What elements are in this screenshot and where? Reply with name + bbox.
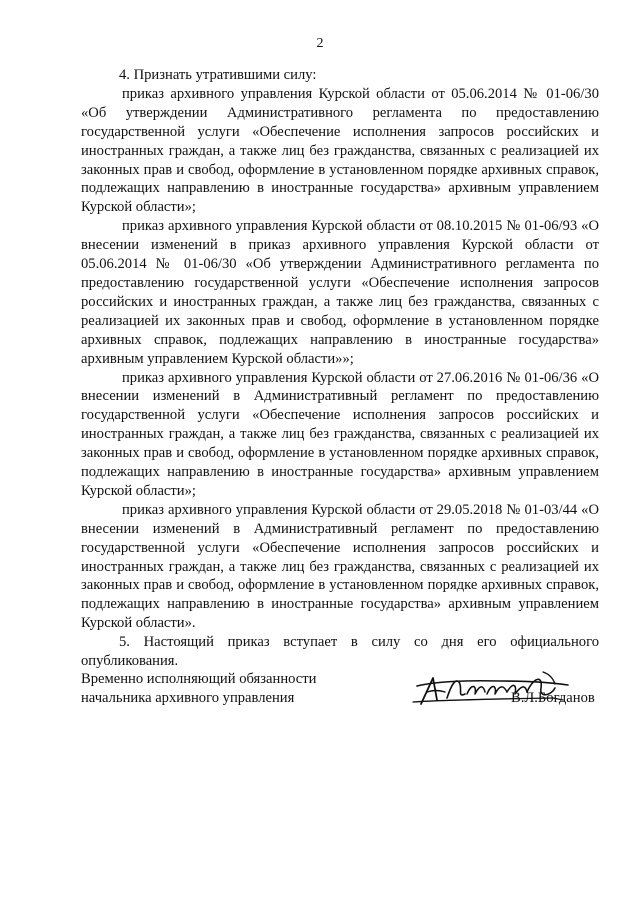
signature-block — [81, 670, 601, 720]
paragraph-item-5: 5. Настоящий приказ вступает в силу со дня его официального опубликования. — [81, 634, 599, 670]
signatory-name: В.Л.Богданов — [511, 690, 595, 706]
paragraph-item-4: 4. Признать утратившими силу: — [119, 67, 317, 83]
signatory-title-line2: начальника архивного управления — [81, 690, 295, 706]
page-number: 2 — [316, 36, 324, 51]
signatory-title-line1: Временно исполняющий обязанности — [81, 671, 317, 687]
paragraph-order-2014: приказ архивного управления Курской области от 05.06.2014 № 01-06/30 «Об утверждении Административного регламента по предоставлению государственной услуги «Обеспечение исполнения запросов российских и иностранных граждан, а также лиц без гражданства, связанных с реализацией их законных прав и свобод, оформление в установленном порядке архивных справок, подлежащих направлению в иностранные государства» архивным управлением Курской области»; — [81, 85, 599, 216]
document-body — [81, 66, 599, 671]
paragraph-order-2015: приказ архивного управления Курской области от 08.10.2015 № 01-06/93 «О внесении изменений в приказ архивного управления Курской области от 05.06.2014 № 01-06/30 «Об утверждении Административного регламента по предоставлению государственной услуги «Обеспечение исполнения запросов российских и иностранных граждан, а также лиц без гражданства, связанных с реализацией их законных прав и свобод, оформление в установленном порядке архивных справок, подлежащих направлению в иностранные государства» архивным управлением Курской области»»; — [81, 218, 599, 367]
paragraph-order-2016: приказ архивного управления Курской области от 27.06.2016 № 01-06/36 «О внесении изменений в Административный регламент по предоставлению государственной услуги «Обеспечение исполнения запросов российских и иностранных граждан, а также лиц без гражданства, связанных с реализацией их законных прав и свобод, оформление в установленном порядке архивных справок, подлежащих направлению в иностранные государства» архивным управлением Курской области»; — [81, 369, 599, 499]
paragraph-order-2018: приказ архивного управления Курской области от 29.05.2018 № 01-03/44 «О внесении изменений в Административный регламент по предоставлению государственной услуги «Обеспечение исполнения запросов российских и иностранных граждан, а также лиц без гражданства, связанных с реализацией их законных прав и свобод, оформление в установленном порядке архивных справок, подлежащих направлению в иностранные государства» архивным управлением Курской области». — [81, 501, 599, 632]
signatory-title — [81, 670, 316, 708]
